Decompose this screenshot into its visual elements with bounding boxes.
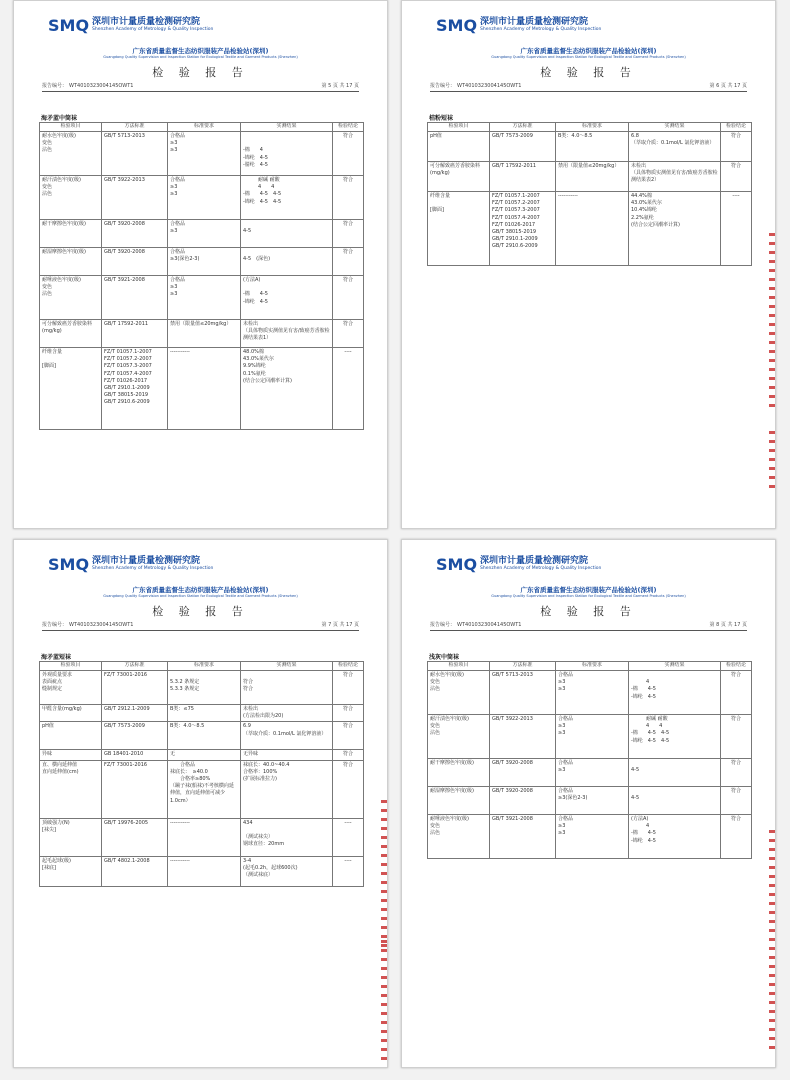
table-body bbox=[40, 132, 364, 430]
cell-method: GB/T 3920-2008 bbox=[102, 248, 168, 276]
org-logo bbox=[436, 17, 601, 35]
sample-name: 桔粉短袜 bbox=[429, 115, 454, 122]
table-body bbox=[40, 671, 364, 887]
header-method: 方法标准 bbox=[490, 662, 556, 671]
cell-item: 甲醛含量(mg/kg) bbox=[40, 705, 102, 722]
header-result: 实测结果 bbox=[241, 123, 333, 132]
cell-method: GB/T 2912.1-2009 bbox=[102, 705, 168, 722]
cell-method: GB/T 3920-2008 bbox=[102, 220, 168, 248]
cell-item: 外观质量要求 表面疵点 缝制规定 bbox=[40, 671, 102, 705]
cell-item: 可分解致癌芳香胺染料(mg/kg) bbox=[428, 162, 490, 192]
cell-method: GB/T 3921-2008 bbox=[490, 815, 556, 859]
page-header bbox=[402, 540, 775, 630]
cell-result: 4-5 bbox=[629, 759, 721, 787]
report-page bbox=[13, 0, 388, 529]
institute-name-cn: 广东省质量监督生态纺织服装产品检验站(深圳) bbox=[132, 47, 269, 55]
cell-method: GB/T 5713-2013 bbox=[490, 671, 556, 715]
cell-requirement: 合格品 ≥3 ≥3 bbox=[556, 815, 629, 859]
page-header bbox=[14, 1, 387, 91]
cell-requirement: 合格品 ≥3 ≥3 bbox=[168, 276, 241, 320]
cell-requirement: 禁用（限量值≤20mg/kg） bbox=[168, 320, 241, 348]
cell-conclusion: ---- bbox=[333, 818, 364, 856]
cell-conclusion: ---- bbox=[333, 856, 364, 886]
cell-conclusion: 符合 bbox=[333, 220, 364, 248]
cell-conclusion: 符合 bbox=[333, 722, 364, 750]
report-title: 检 验 报 告 bbox=[540, 605, 637, 618]
cell-conclusion: 符合 bbox=[333, 176, 364, 220]
report-no: WT4010323004145OWT1 bbox=[457, 83, 522, 89]
cell-item: 耐唾液色牢度(级) 变色 沾色 bbox=[40, 276, 102, 320]
cell-requirement: ----------- bbox=[168, 818, 241, 856]
cell-item: pH值 bbox=[428, 132, 490, 162]
cell-method: FZ/T 73001-2016 bbox=[102, 760, 168, 818]
report-no: WT4010323004145OWT1 bbox=[69, 622, 134, 628]
report-page bbox=[13, 539, 388, 1068]
cell-requirement: ----------- bbox=[168, 348, 241, 430]
header-requirement: 标准要求 bbox=[556, 662, 629, 671]
table-header-row bbox=[40, 123, 364, 132]
cell-requirement: 合格品 ≥3 ≥3 bbox=[168, 132, 241, 176]
cell-requirement: ----------- bbox=[556, 192, 629, 266]
table-row bbox=[40, 760, 364, 818]
smq-logo-mark: SMQ bbox=[436, 16, 478, 35]
institute-name-cn: 广东省质量监督生态纺织服装产品检验站(深圳) bbox=[520, 586, 657, 594]
cell-conclusion: 符合 bbox=[721, 671, 752, 715]
report-no-label: 报告编号： bbox=[42, 622, 68, 628]
cell-method: GB/T 3922-2013 bbox=[102, 176, 168, 220]
cell-item: 直、横向延伸值 直向延伸值(cm) bbox=[40, 760, 102, 818]
cell-method: FZ/T 73001-2016 bbox=[102, 671, 168, 705]
cell-result: 耐碱 耐酸 4 4 -棉 4-5 4-5 -锦纶 4-5 4-5 bbox=[629, 715, 721, 759]
table-row bbox=[40, 276, 364, 320]
cell-method: GB/T 3921-2008 bbox=[102, 276, 168, 320]
table-row bbox=[40, 818, 364, 856]
page-number: 第 7 页 共 17 页 bbox=[321, 622, 359, 628]
table-body bbox=[428, 671, 752, 859]
cell-item: 纤维含量 [脚面] bbox=[40, 348, 102, 430]
org-logo bbox=[436, 556, 601, 574]
header-conclusion: 检验结论 bbox=[721, 123, 752, 132]
cell-result: 未检出 （具体物质实测值见有害/致癌芳香胺检测结果表2） bbox=[629, 162, 721, 192]
cell-item: 异味 bbox=[40, 750, 102, 760]
header-item: 检验项目 bbox=[40, 662, 102, 671]
org-name-cn: 深圳市计量质量检测研究院 bbox=[480, 556, 589, 566]
header-conclusion: 检验结论 bbox=[333, 123, 364, 132]
cell-result: 4 -棉 4-5 -锦纶 4-5 bbox=[629, 671, 721, 715]
header-item: 检验项目 bbox=[40, 123, 102, 132]
page-number: 第 6 页 共 17 页 bbox=[709, 83, 747, 89]
cell-requirement: 合格品 袜底长： ≥40.0 合格率≥80% （蹦子袜(船袜)不考核横向延伸值，直向延伸值可减少1.0cm） bbox=[168, 760, 241, 818]
cell-method: GB/T 5713-2013 bbox=[102, 132, 168, 176]
table-header-row bbox=[428, 662, 752, 671]
cell-method: GB 18401-2010 bbox=[102, 750, 168, 760]
table-row bbox=[428, 162, 752, 192]
cell-item: 耐湿摩擦色牢度(级) bbox=[40, 248, 102, 276]
results-table bbox=[427, 122, 752, 266]
seal-edge-mark bbox=[381, 800, 387, 950]
cell-result: 4-5 bbox=[629, 787, 721, 815]
cell-requirement: 合格品 ≥3 bbox=[556, 759, 629, 787]
cell-requirement: 合格品 ≥3(深色2-3) bbox=[556, 787, 629, 815]
cell-requirement: B类：≤75 bbox=[168, 705, 241, 722]
header-conclusion: 检验结论 bbox=[333, 662, 364, 671]
cell-result: 6.8 （萃取介质：0.1mol/L 氯化钾溶液） bbox=[629, 132, 721, 162]
table-row bbox=[428, 671, 752, 715]
seal-edge-mark bbox=[769, 830, 775, 1050]
cell-result: 耐碱 耐酸 4 4 -棉 4-5 4-5 -锦纶 4-5 4-5 bbox=[241, 176, 333, 220]
page-number: 第 8 页 共 17 页 bbox=[709, 622, 747, 628]
cell-requirement: B类：4.0～8.5 bbox=[168, 722, 241, 750]
cell-method: GB/T 19976-2005 bbox=[102, 818, 168, 856]
cell-result: 未检出 (方法检出限为20) bbox=[241, 705, 333, 722]
cell-result: 符合 符合 bbox=[241, 671, 333, 705]
table-row bbox=[40, 320, 364, 348]
header-method: 方法标准 bbox=[490, 123, 556, 132]
header-result: 实测结果 bbox=[241, 662, 333, 671]
org-logo bbox=[48, 17, 213, 35]
smq-logo-mark: SMQ bbox=[48, 555, 90, 574]
report-title: 检 验 报 告 bbox=[152, 605, 249, 618]
report-page bbox=[401, 0, 776, 529]
seal-edge-mark bbox=[381, 940, 387, 1060]
seal-edge-mark bbox=[769, 233, 775, 413]
cell-item: 可分解致癌芳香胺染料(mg/kg) bbox=[40, 320, 102, 348]
cell-result: 4-5 (深色) bbox=[241, 248, 333, 276]
cell-conclusion: 符合 bbox=[333, 750, 364, 760]
cell-requirement: 合格品 ≥3 ≥3 bbox=[556, 715, 629, 759]
report-no: WT4010323004145OWT1 bbox=[457, 622, 522, 628]
cell-result: 未检出 （具体物质实测值见有害/致癌芳香胺检测结果表1） bbox=[241, 320, 333, 348]
page-header bbox=[14, 540, 387, 630]
cell-method: GB/T 3920-2008 bbox=[490, 787, 556, 815]
cell-conclusion: 符合 bbox=[721, 759, 752, 787]
header-requirement: 标准要求 bbox=[168, 662, 241, 671]
cell-conclusion: 符合 bbox=[333, 705, 364, 722]
cell-result: 44.4%棉 43.0%莱代尔 10.4%锦纶 2.2%氨纶 (结合公定回潮率计算) bbox=[629, 192, 721, 266]
cell-result: 48.0%棉 43.0%莱代尔 9.9%锦纶 0.1%氨纶 (结合公定回潮率计算) bbox=[241, 348, 333, 430]
cell-conclusion: 符合 bbox=[721, 815, 752, 859]
org-name-cn: 深圳市计量质量检测研究院 bbox=[480, 17, 589, 27]
table-row bbox=[40, 220, 364, 248]
cell-conclusion: 符合 bbox=[333, 671, 364, 705]
cell-conclusion: ---- bbox=[333, 348, 364, 430]
seal-edge-mark bbox=[769, 431, 775, 491]
cell-conclusion: 符合 bbox=[333, 276, 364, 320]
cell-result: -棉 4 -锦纶 4-5 -腈纶 4-5 bbox=[241, 132, 333, 176]
header-requirement: 标准要求 bbox=[168, 123, 241, 132]
cell-conclusion: 符合 bbox=[333, 248, 364, 276]
org-name-cn: 深圳市计量质量检测研究院 bbox=[92, 556, 201, 566]
report-meta bbox=[42, 82, 359, 92]
cell-method: GB/T 7573-2009 bbox=[102, 722, 168, 750]
cell-requirement: 合格品 ≥3 bbox=[168, 220, 241, 248]
header-item: 检验项目 bbox=[428, 662, 490, 671]
results-table bbox=[39, 661, 364, 887]
cell-result: (方法A) 4 -棉 4-5 -锦纶 4-5 bbox=[629, 815, 721, 859]
sample-name: 海矛蓝短袜 bbox=[41, 654, 72, 661]
table-row bbox=[40, 132, 364, 176]
report-no-label: 报告编号： bbox=[42, 83, 68, 89]
cell-requirement: 5.3.2 条规定 5.3.3 条规定 bbox=[168, 671, 241, 705]
table-row bbox=[428, 192, 752, 266]
cell-method: GB/T 4802.1-2008 bbox=[102, 856, 168, 886]
table-row bbox=[40, 348, 364, 430]
cell-result: 6.9 （萃取介质：0.1mol/L 氯化钾溶液） bbox=[241, 722, 333, 750]
table-row bbox=[40, 722, 364, 750]
cell-requirement: 合格品 ≥3 ≥3 bbox=[168, 176, 241, 220]
cell-method: GB/T 17592-2011 bbox=[490, 162, 556, 192]
cell-method: GB/T 17592-2011 bbox=[102, 320, 168, 348]
sample-name: 海矛蓝中筒袜 bbox=[41, 115, 78, 122]
cell-item: 纤维含量 [脚面] bbox=[428, 192, 490, 266]
institute-name-cn: 广东省质量监督生态纺织服装产品检验站(深圳) bbox=[132, 586, 269, 594]
sample-name: 浅灰中筒袜 bbox=[429, 654, 460, 661]
table-row bbox=[40, 750, 364, 760]
cell-conclusion: 符合 bbox=[333, 760, 364, 818]
table-header-row bbox=[40, 662, 364, 671]
cell-item: 耐干摩擦色牢度(级) bbox=[40, 220, 102, 248]
cell-conclusion: 符合 bbox=[333, 320, 364, 348]
cell-item: 起毛起球(级) [袜底] bbox=[40, 856, 102, 886]
header-result: 实测结果 bbox=[629, 662, 721, 671]
cell-requirement: 合格品 ≥3(深色2-3) bbox=[168, 248, 241, 276]
header-requirement: 标准要求 bbox=[556, 123, 629, 132]
cell-conclusion: ---- bbox=[721, 192, 752, 266]
org-name-cn: 深圳市计量质量检测研究院 bbox=[92, 17, 201, 27]
cell-item: 耐汗渍色牢度(级) 变色 沾色 bbox=[428, 715, 490, 759]
cell-item: 耐干摩擦色牢度(级) bbox=[428, 759, 490, 787]
header-result: 实测结果 bbox=[629, 123, 721, 132]
page-header bbox=[402, 1, 775, 91]
institute-name-en: Guangdong Quality Supervision and Inspection Station for Ecological Textile and Garment Products (Shenzhen) bbox=[491, 55, 686, 59]
header-conclusion: 检验结论 bbox=[721, 662, 752, 671]
cell-result: 袜底长：40.0~40.4 合格率：100% (扩展标准拉力) bbox=[241, 760, 333, 818]
smq-logo-mark: SMQ bbox=[48, 16, 90, 35]
report-title: 检 验 报 告 bbox=[152, 66, 249, 79]
cell-result: 434 （测试袜尖） 钢球直径：20mm bbox=[241, 818, 333, 856]
org-logo bbox=[48, 556, 213, 574]
org-name-en: Shenzhen Academy of Metrology & Quality Inspection bbox=[92, 566, 214, 571]
cell-requirement: ----------- bbox=[168, 856, 241, 886]
table-row bbox=[428, 759, 752, 787]
table-body bbox=[428, 132, 752, 266]
results-table bbox=[39, 122, 364, 430]
cell-conclusion: 符合 bbox=[721, 132, 752, 162]
report-meta bbox=[430, 82, 747, 92]
org-name-en: Shenzhen Academy of Metrology & Quality Inspection bbox=[480, 27, 602, 32]
smq-logo-mark: SMQ bbox=[436, 555, 478, 574]
cell-item: 耐汗渍色牢度(级) 变色 沾色 bbox=[40, 176, 102, 220]
cell-method: GB/T 3920-2008 bbox=[490, 759, 556, 787]
cell-item: 顶破强力(N) [袜尖] bbox=[40, 818, 102, 856]
table-row bbox=[40, 671, 364, 705]
cell-item: 耐水色牢度(级) 变色 沾色 bbox=[40, 132, 102, 176]
cell-result: (方法A) -棉 4-5 -锦纶 4-5 bbox=[241, 276, 333, 320]
table-row bbox=[428, 715, 752, 759]
page-number: 第 5 页 共 17 页 bbox=[321, 83, 359, 89]
cell-result: 4-5 bbox=[241, 220, 333, 248]
institute-name-en: Guangdong Quality Supervision and Inspection Station for Ecological Textile and Garment Products (Shenzhen) bbox=[103, 55, 298, 59]
cell-conclusion: 符合 bbox=[721, 715, 752, 759]
cell-conclusion: 符合 bbox=[721, 162, 752, 192]
cell-method: GB/T 3922-2013 bbox=[490, 715, 556, 759]
table-row bbox=[428, 787, 752, 815]
cell-item: 耐湿摩擦色牢度(级) bbox=[428, 787, 490, 815]
table-row bbox=[40, 248, 364, 276]
report-meta bbox=[42, 621, 359, 631]
cell-conclusion: 符合 bbox=[333, 132, 364, 176]
cell-item: 耐唾液色牢度(级) 变色 沾色 bbox=[428, 815, 490, 859]
cell-item: 耐水色牢度(级) 变色 沾色 bbox=[428, 671, 490, 715]
report-no-label: 报告编号： bbox=[430, 83, 456, 89]
header-method: 方法标准 bbox=[102, 662, 168, 671]
institute-name-cn: 广东省质量监督生态纺织服装产品检验站(深圳) bbox=[520, 47, 657, 55]
header-method: 方法标准 bbox=[102, 123, 168, 132]
results-table bbox=[427, 661, 752, 859]
cell-conclusion: 符合 bbox=[721, 787, 752, 815]
org-name-en: Shenzhen Academy of Metrology & Quality Inspection bbox=[92, 27, 214, 32]
cell-result: 无异味 bbox=[241, 750, 333, 760]
cell-item: pH值 bbox=[40, 722, 102, 750]
cell-result: 3-4 (起毛0.2h，起球600次) （测试袜底） bbox=[241, 856, 333, 886]
header-item: 检验项目 bbox=[428, 123, 490, 132]
report-meta bbox=[430, 621, 747, 631]
institute-name-en: Guangdong Quality Supervision and Inspection Station for Ecological Textile and Garment Products (Shenzhen) bbox=[103, 594, 298, 598]
table-row bbox=[40, 856, 364, 886]
table-row bbox=[428, 132, 752, 162]
table-header-row bbox=[428, 123, 752, 132]
cell-method: FZ/T 01057.1-2007 FZ/T 01057.2-2007 FZ/T 01057.3-2007 FZ/T 01057.4-2007 FZ/T 01026-2017 GB/T 2910.1-2009 GB/T 38015-2019 GB/T 2910.6-2009 bbox=[102, 348, 168, 430]
institute-name-en: Guangdong Quality Supervision and Inspection Station for Ecological Textile and Garment Products (Shenzhen) bbox=[491, 594, 686, 598]
cell-requirement: B类：4.0～8.5 bbox=[556, 132, 629, 162]
table-row bbox=[40, 176, 364, 220]
cell-requirement: 合格品 ≥3 ≥3 bbox=[556, 671, 629, 715]
cell-requirement: 禁用（限量值≤20mg/kg） bbox=[556, 162, 629, 192]
org-name-en: Shenzhen Academy of Metrology & Quality Inspection bbox=[480, 566, 602, 571]
report-title: 检 验 报 告 bbox=[540, 66, 637, 79]
report-page bbox=[401, 539, 776, 1068]
cell-requirement: 无 bbox=[168, 750, 241, 760]
cell-method: GB/T 7573-2009 bbox=[490, 132, 556, 162]
report-no-label: 报告编号： bbox=[430, 622, 456, 628]
table-row bbox=[428, 815, 752, 859]
report-no: WT4010323004145OWT1 bbox=[69, 83, 134, 89]
cell-method: FZ/T 01057.1-2007 FZ/T 01057.2-2007 FZ/T 01057.3-2007 FZ/T 01057.4-2007 FZ/T 01026-2017 GB/T 38015-2019 GB/T 2910.1-2009 GB/T 2910.6-2009 bbox=[490, 192, 556, 266]
table-row bbox=[40, 705, 364, 722]
